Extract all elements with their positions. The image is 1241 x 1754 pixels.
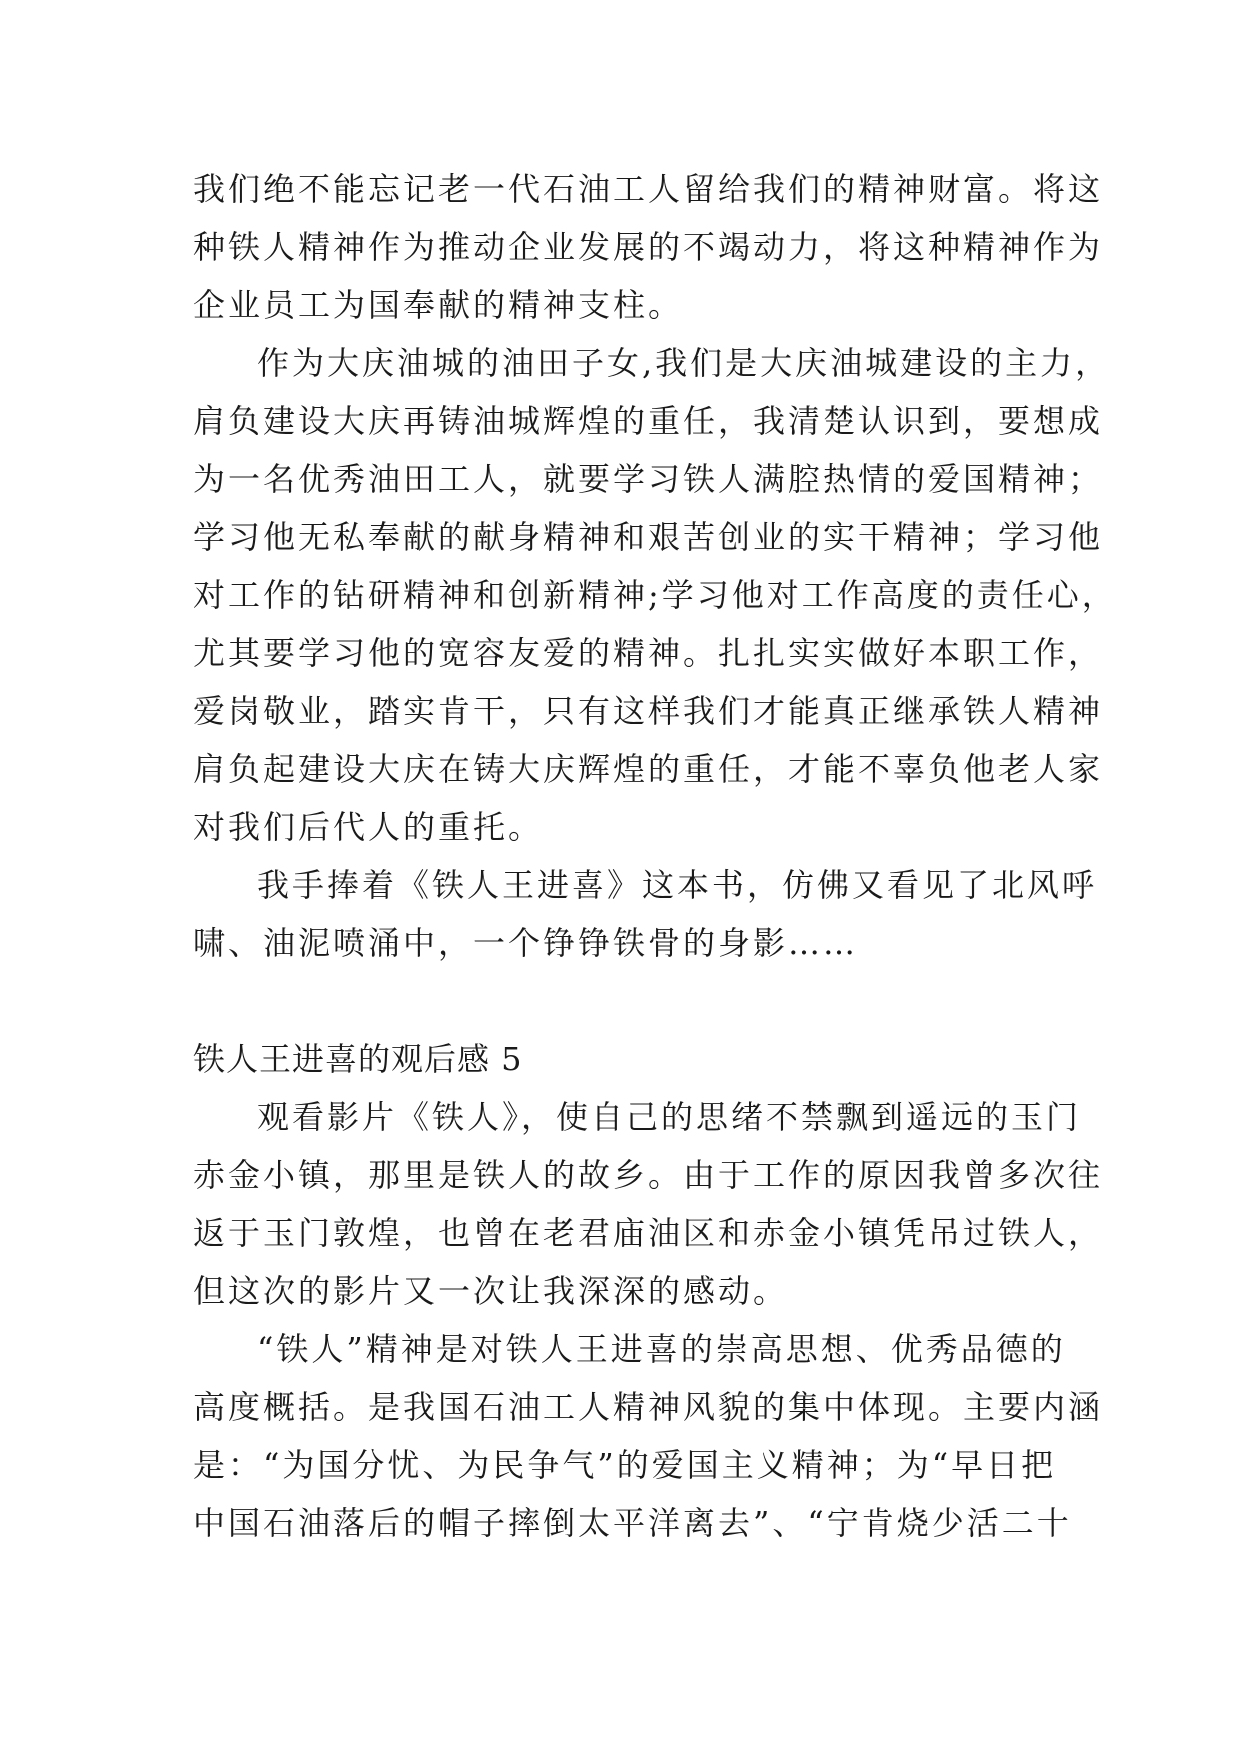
text-line: 赤金小镇，那里是铁人的故乡。由于工作的原因我曾多次往 xyxy=(193,1156,1104,1194)
text-line: 对我们后代人的重托。 xyxy=(193,808,544,846)
text-line: 我们绝不能忘记老一代石油工人留给我们的精神财富。将这 xyxy=(193,170,1104,208)
paragraph xyxy=(193,160,1104,334)
text-line: “铁人”精神是对铁人王进喜的崇高思想、优秀品德的 xyxy=(257,1330,1066,1368)
text-line: 尤其要学习他的宽容友爱的精神。扎扎实实做好本职工作， xyxy=(193,634,1104,672)
paragraph xyxy=(193,1088,1104,1320)
paragraph xyxy=(193,334,1117,856)
section-spacer xyxy=(193,972,1053,1030)
text-line: 观看影片《铁人》，使自己的思绪不禁飘到遥远的玉门 xyxy=(257,1098,1082,1136)
text-line: 中国石油落后的帽子摔倒太平洋离去”、“宁肯烧少活二十 xyxy=(193,1504,1072,1542)
text-line: 肩负建设大庆再铸油城辉煌的重任，我清楚认识到，要想成 xyxy=(193,402,1104,440)
text-line: 爱岗敬业，踏实肯干，只有这样我们才能真正继承铁人精神 xyxy=(193,692,1104,730)
text-line: 对工作的钻研精神和创新精神;学习他对工作高度的责任心， xyxy=(193,576,1117,614)
text-line: 企业员工为国奉献的精神支柱。 xyxy=(193,286,684,324)
text-line: 但这次的影片又一次让我深深的感动。 xyxy=(193,1272,789,1310)
paragraph xyxy=(193,1320,1104,1552)
text-line: 是：“为国分忧、为民争气”的爱国主义精神；为“早日把 xyxy=(193,1446,1057,1484)
document-body xyxy=(193,160,1117,1552)
text-line: 我手捧着《铁人王进喜》这本书，仿佛又看见了北风呼 xyxy=(257,866,1098,904)
text-line: 作为大庆油城的油田子女,我们是大庆油城建设的主力， xyxy=(257,344,1111,382)
text-line: 高度概括。是我国石油工人精神风貌的集中体现。主要内涵 xyxy=(193,1388,1104,1426)
text-line: 返于玉门敦煌，也曾在老君庙油区和赤金小镇凭吊过铁人， xyxy=(193,1214,1104,1252)
text-line: 种铁人精神作为推动企业发展的不竭动力，将这种精神作为 xyxy=(193,228,1104,266)
text-line: 为一名优秀油田工人，就要学习铁人满腔热情的爱国精神； xyxy=(193,460,1104,498)
paragraph xyxy=(193,856,1098,972)
text-line: 啸、油泥喷涌中，一个铮铮铁骨的身影…… xyxy=(193,924,859,962)
text-line: 学习他无私奉献的献身精神和艰苦创业的实干精神；学习他 xyxy=(193,518,1104,556)
section-title: 铁人王进喜的观后感 5 xyxy=(193,1040,523,1078)
text-line: 肩负起建设大庆在铸大庆辉煌的重任，才能不辜负他老人家 xyxy=(193,750,1104,788)
